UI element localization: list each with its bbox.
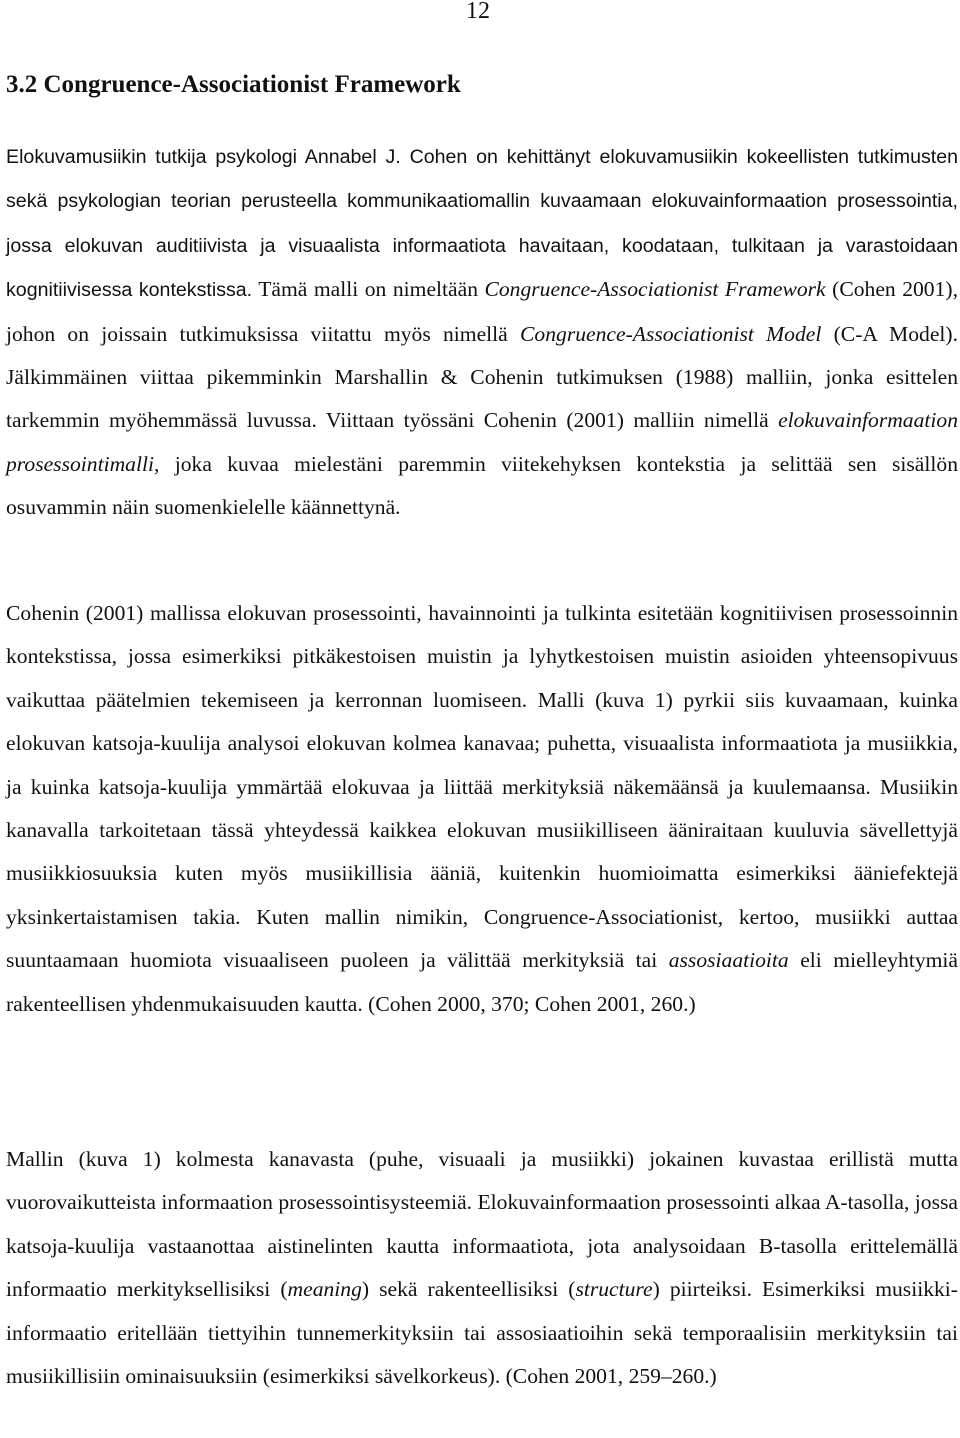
paragraph-1-sentence-1: Elokuvamusiikin tutkija psykologi Annabel J. Cohen on kehittänyt elokuvamusiikin kokeellisten tutkimusten sekä psykologian teorian perusteella kommunikaatiomallin kuvaamaan elokuvainformaation prosessointia, jossa elokuvan auditiivista ja visuaalista informaatiota havaitaan, koodataan, tulkitaan ja varastoidaan kognitiivisessa kontekstissa. — [6, 146, 958, 302]
paragraph-3-text-c: ) sekä rakenteellisiksi ( — [361, 1277, 576, 1302]
paragraph-1-text-c: (Cohen 2001), johon on joissain tutkimuksissa viitattu myös nimellä — [6, 277, 958, 346]
finnish-term-italic: elokuvainformaation prosessointimalli — [6, 408, 958, 476]
paragraph-2 — [6, 592, 958, 1026]
model-name-italic: Congruence-Associationist Model — [520, 321, 822, 346]
paragraph-2-text-end: eli mielleyhtymiä rakenteellisen yhdenmukaisuuden kautta. (Cohen 2000, 370; Cohen 2001, 260.) — [6, 948, 959, 1016]
paragraph-1-text-a: Tämä malli on nimeltään — [252, 277, 485, 302]
page-number: 12 — [466, 0, 490, 24]
paragraph-3 — [6, 1138, 958, 1398]
structure-italic: structure — [575, 1277, 653, 1302]
paragraph-1-text-e: (C-A Model). Jälkimmäinen viittaa pikemminkin Marshallin & Cohenin tutkimuksen (1988) malliin, jonka esittelen tarkemmin myöhemmässä luvussa. Viittaan työssäni Cohenin (2001) malliin nimellä — [6, 321, 959, 433]
assosiaatioita-italic: assosiaatioita — [668, 948, 789, 973]
paragraph-1 — [6, 135, 958, 530]
meaning-italic: meaning — [287, 1277, 362, 1302]
paragraph-3-text-a: Mallin (kuva 1) kolmesta kanavasta (puhe, visuaali ja musiikki) jokainen kuvastaa erillistä mutta vuorovaikutteista informaation prosessointisysteemiä. Elokuvainformaation prosessointi alkaa A-tasolla, jossa katsoja-kuulija vastaanottaa aistinelinten kautta informaatiota, jota analysoidaan B-tasolla erittelemällä informaatio merkityksellisiksi ( — [6, 1147, 958, 1302]
section-heading: 3.2 Congruence-Associationist Framework — [6, 71, 461, 98]
framework-name-italic: Congruence-Associationist Framework — [484, 277, 826, 302]
paragraph-2-text: Cohenin (2001) mallissa elokuvan prosessointi, havainnointi ja tulkinta esitetään kognitiivisen prosessoinnin kontekstissa, jossa esimerkiksi pitkäkestoisen muistin ja lyhytkestoisen muistin asioiden yhteensopivuus vaikuttaa päätelmien tekemiseen ja kerronnan luomiseen. Malli (kuva 1) pyrkii siis kuvaamaan, kuinka elokuvan katsoja-kuulija analysoi elokuvan kolmea kanavaa; puhetta, visuaalista informaatiota ja musiikkia, ja kuinka katsoja-kuulija ymmärtää elokuvaa ja liittää merkityksiä näkemäänsä ja kuulemaansa. Musiikin kanavalla tarkoitetaan tässä yhteydessä kaikkea elokuvan musiikilliseen ääniraitaan kuuluvia sävellettyjä musiikkiosuuksia kuten myös musiikillisia ääniä, kuitenkin huomioimatta esimerkiksi ääniefektejä yksinkertaistamisen takia. Kuten mallin nimikin, Congruence-Associationist, kertoo, musiikki auttaa suuntaamaan huomiota visuaaliseen puoleen ja välittää merkityksiä tai — [6, 601, 958, 973]
paragraph-1-text-g: , joka kuvaa mielestäni paremmin viitekehyksen kontekstia ja selittää sen sisällön osuvammin näin suomenkielelle käännettynä. — [6, 451, 958, 520]
paragraph-3-text-e: ) piirteiksi. Esimerkiksi musiikki-informaatio eritellään tiettyihin tunnemerkityksiin tai assosiaatioihin sekä temporaalisiin merkityksiin tai musiikillisiin ominaisuuksiin (esimerkiksi sävelkorkeus). (Cohen 2001, 259–260.) — [6, 1277, 958, 1389]
